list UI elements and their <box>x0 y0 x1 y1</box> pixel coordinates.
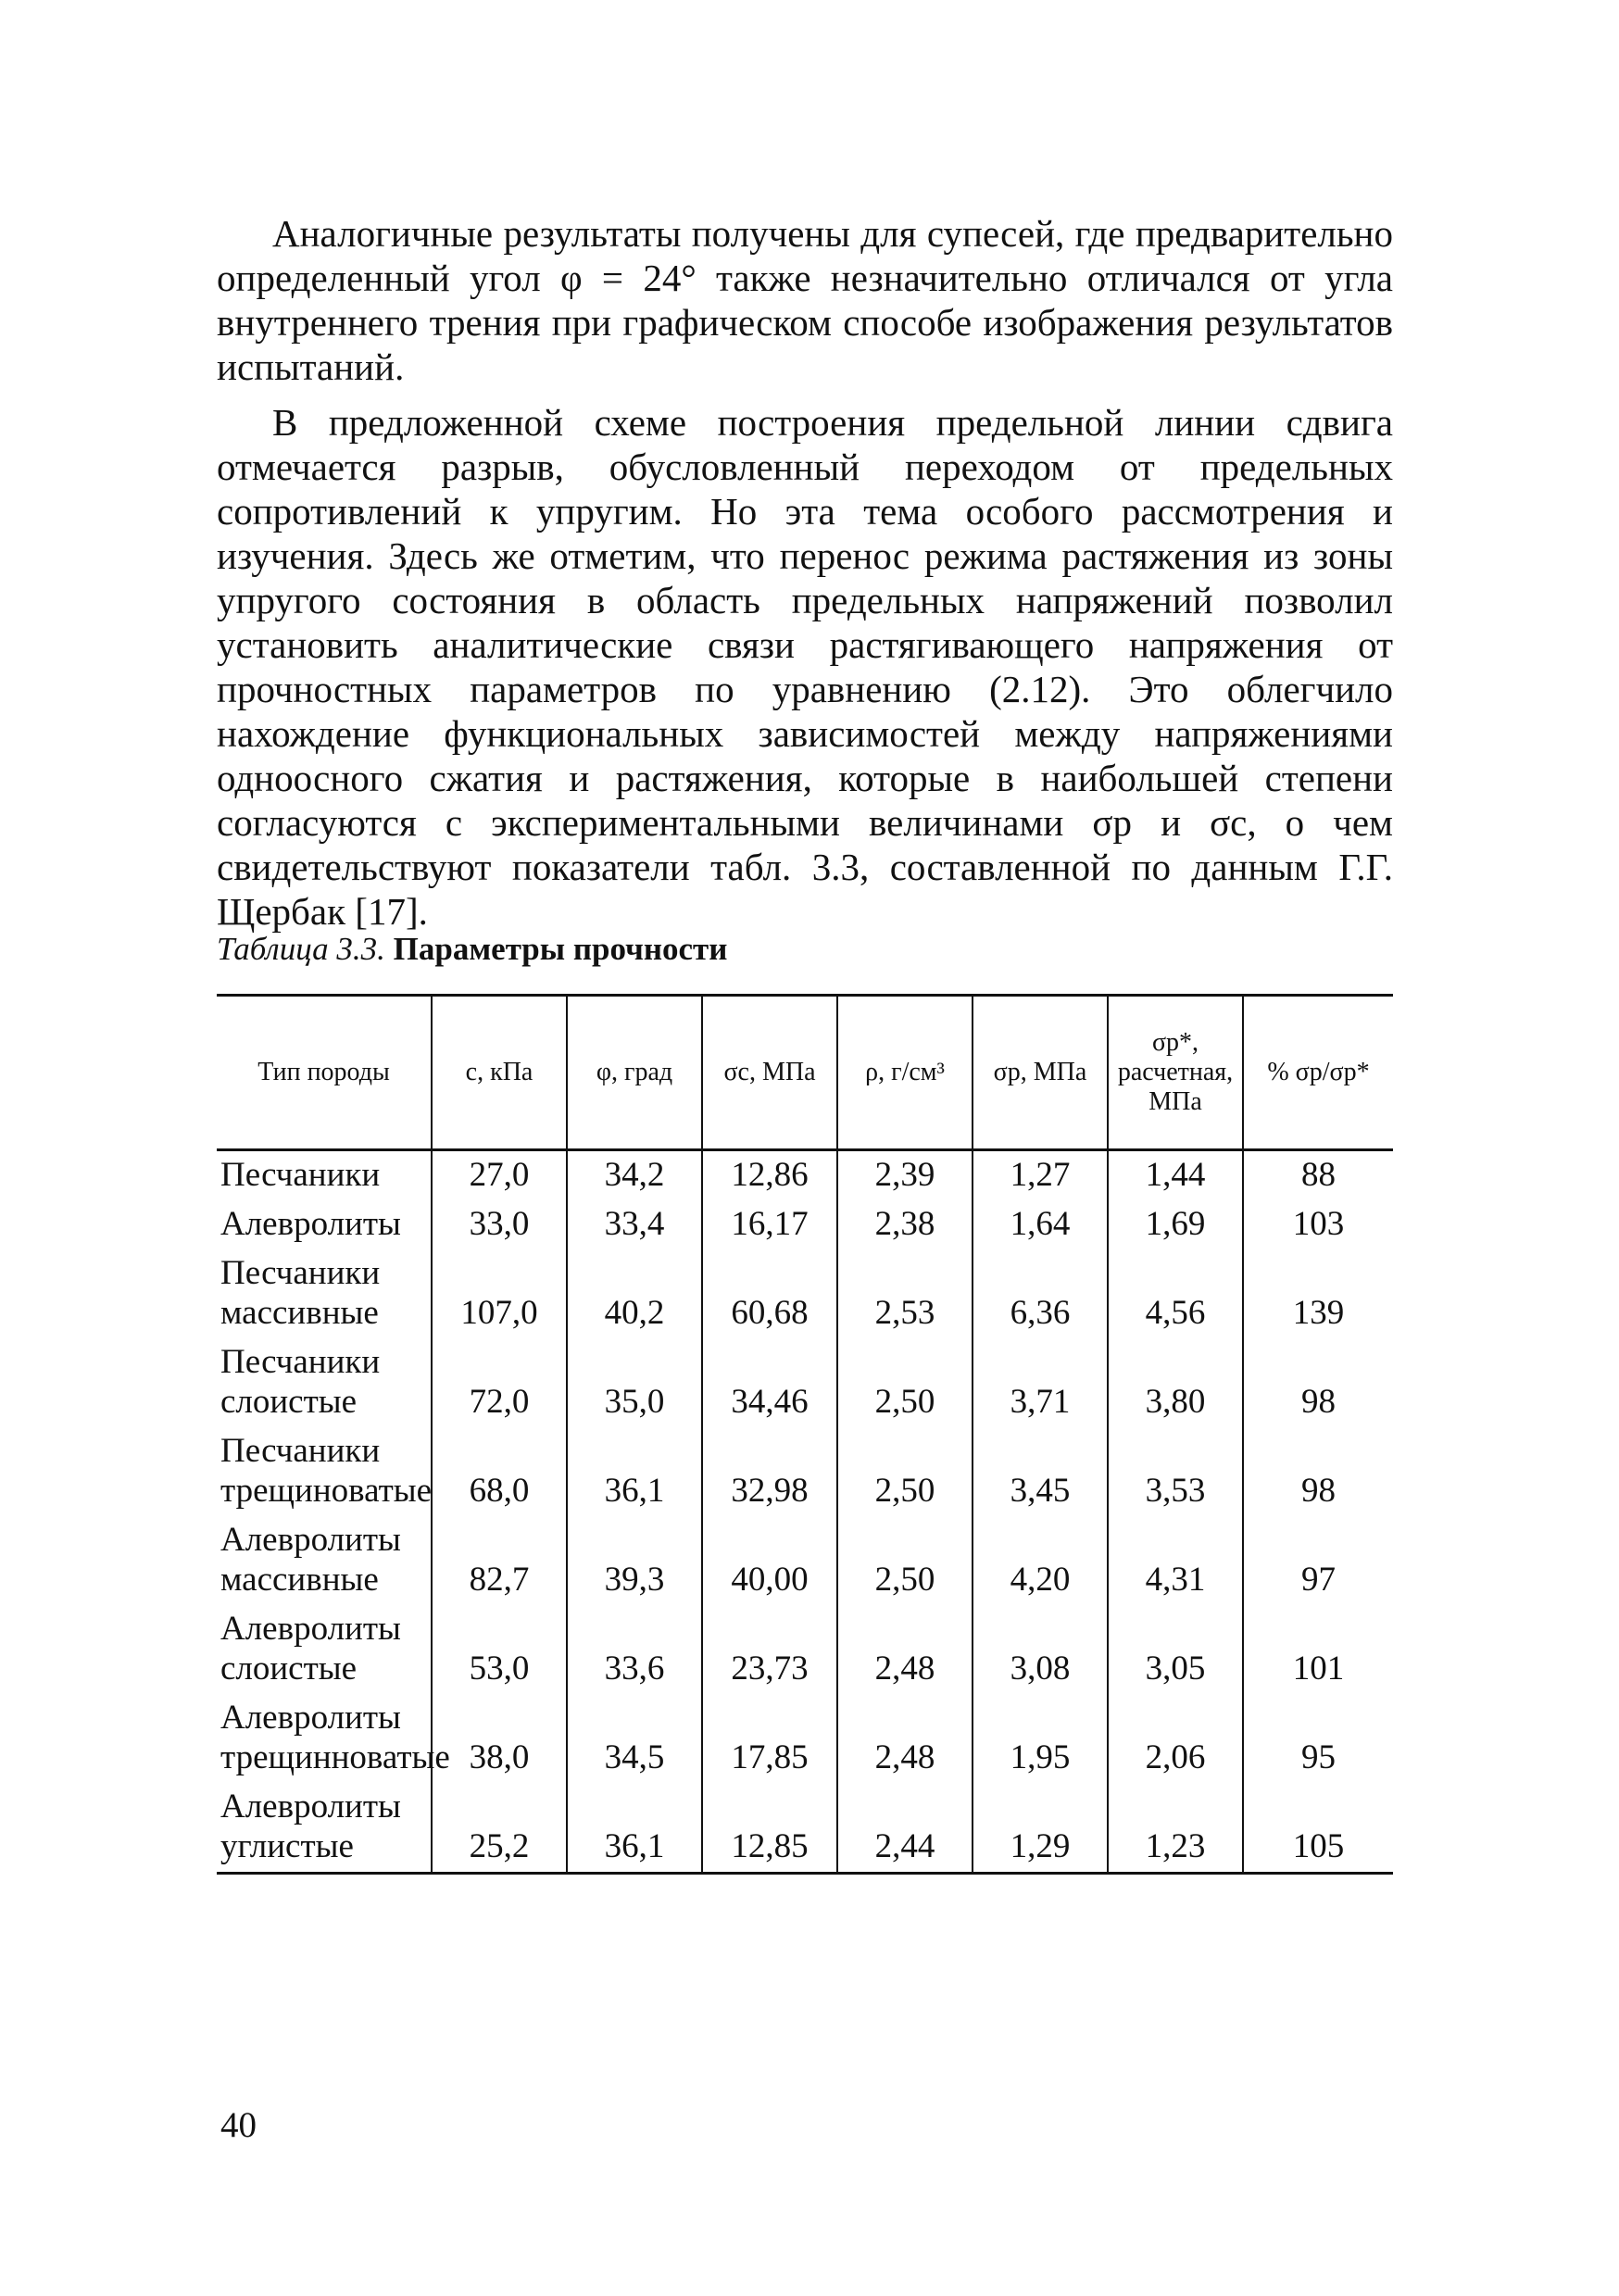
header-tensile-strength: σp, МПа <box>973 996 1108 1150</box>
value-cell: 3,05 <box>1108 1605 1243 1694</box>
rock-type-cell: Песчаники слоистые <box>217 1338 432 1427</box>
table-row <box>217 1694 1393 1783</box>
value-cell: 33,6 <box>567 1605 702 1694</box>
header-calculated-tensile: σp*, расчетная, МПа <box>1108 996 1243 1150</box>
value-cell: 6,36 <box>973 1249 1108 1338</box>
value-cell: 33,0 <box>432 1200 567 1249</box>
body-text <box>217 211 1393 945</box>
value-cell: 2,48 <box>837 1605 973 1694</box>
value-cell: 1,44 <box>1108 1150 1243 1201</box>
value-cell: 95 <box>1243 1694 1393 1783</box>
value-cell: 139 <box>1243 1249 1393 1338</box>
table-row <box>217 1783 1393 1874</box>
value-cell: 25,2 <box>432 1783 567 1874</box>
value-cell: 103 <box>1243 1200 1393 1249</box>
header-density: ρ, г/см³ <box>837 996 973 1150</box>
value-cell: 4,31 <box>1108 1516 1243 1605</box>
rock-type-cell: Алевролиты <box>217 1200 432 1249</box>
value-cell: 32,98 <box>702 1427 837 1516</box>
value-cell: 2,06 <box>1108 1694 1243 1783</box>
value-cell: 2,44 <box>837 1783 973 1874</box>
value-cell: 40,00 <box>702 1516 837 1605</box>
value-cell: 2,48 <box>837 1694 973 1783</box>
value-cell: 3,53 <box>1108 1427 1243 1516</box>
value-cell: 27,0 <box>432 1150 567 1201</box>
table-caption <box>217 931 727 968</box>
value-cell: 82,7 <box>432 1516 567 1605</box>
data-table <box>217 994 1393 1875</box>
value-cell: 2,50 <box>837 1338 973 1427</box>
value-cell: 3,45 <box>973 1427 1108 1516</box>
value-cell: 1,23 <box>1108 1783 1243 1874</box>
value-cell: 39,3 <box>567 1516 702 1605</box>
value-cell: 101 <box>1243 1605 1393 1694</box>
value-cell: 88 <box>1243 1150 1393 1201</box>
header-cohesion: c, кПа <box>432 996 567 1150</box>
paragraph-2: В предложенной схеме построения предельной линии сдвига отмечается разрыв, обусловленный переходом от предельных сопротивлений к упругим. Но эта тема особого рассмотрения и изучения. Здесь же отметим, что перенос режима растяжения из зоны упругого состояния в область предельных напряжений позволил установить аналитические связи растягивающего напряжения от прочностных параметров по уравнению (2.12). Это облегчило нахождение функциональных зависимостей между напряжениями одноосного сжатия и растяжения, которые в наибольшей степени согласуются с экспериментальными величинами σp и σc, о чем свидетельствуют показатели табл. 3.3, составленной по данным Г.Г. Щербак [17]. <box>217 401 1393 933</box>
rock-type-cell: Алевролиты слоистые <box>217 1605 432 1694</box>
value-cell: 98 <box>1243 1427 1393 1516</box>
value-cell: 68,0 <box>432 1427 567 1516</box>
header-row <box>217 996 1393 1150</box>
table-caption-title: Параметры прочности <box>393 931 728 967</box>
table-row <box>217 1516 1393 1605</box>
value-cell: 34,46 <box>702 1338 837 1427</box>
header-ratio: % σp/σp* <box>1243 996 1393 1150</box>
value-cell: 4,20 <box>973 1516 1108 1605</box>
table-row <box>217 1249 1393 1338</box>
table-row <box>217 1427 1393 1516</box>
value-cell: 4,56 <box>1108 1249 1243 1338</box>
value-cell: 1,64 <box>973 1200 1108 1249</box>
value-cell: 33,4 <box>567 1200 702 1249</box>
header-rock-type: Тип породы <box>217 996 432 1150</box>
value-cell: 3,71 <box>973 1338 1108 1427</box>
value-cell: 12,86 <box>702 1150 837 1201</box>
value-cell: 2,50 <box>837 1516 973 1605</box>
value-cell: 34,5 <box>567 1694 702 1783</box>
value-cell: 35,0 <box>567 1338 702 1427</box>
value-cell: 53,0 <box>432 1605 567 1694</box>
value-cell: 38,0 <box>432 1694 567 1783</box>
rock-type-cell: Песчаники трещиноватые <box>217 1427 432 1516</box>
page-number: 40 <box>220 2105 257 2145</box>
value-cell: 34,2 <box>567 1150 702 1201</box>
value-cell: 2,53 <box>837 1249 973 1338</box>
value-cell: 1,69 <box>1108 1200 1243 1249</box>
value-cell: 36,1 <box>567 1427 702 1516</box>
header-friction-angle: φ, град <box>567 996 702 1150</box>
value-cell: 17,85 <box>702 1694 837 1783</box>
value-cell: 3,80 <box>1108 1338 1243 1427</box>
value-cell: 16,17 <box>702 1200 837 1249</box>
value-cell: 1,95 <box>973 1694 1108 1783</box>
value-cell: 2,38 <box>837 1200 973 1249</box>
rock-type-cell: Алевролиты углистые <box>217 1783 432 1874</box>
value-cell: 107,0 <box>432 1249 567 1338</box>
value-cell: 105 <box>1243 1783 1393 1874</box>
strength-table <box>217 994 1393 1875</box>
table-row <box>217 1200 1393 1249</box>
header-compressive-strength: σc, МПа <box>702 996 837 1150</box>
value-cell: 23,73 <box>702 1605 837 1694</box>
value-cell: 98 <box>1243 1338 1393 1427</box>
value-cell: 36,1 <box>567 1783 702 1874</box>
table-row <box>217 1150 1393 1201</box>
rock-type-cell: Алевролиты массивные <box>217 1516 432 1605</box>
table-caption-label: Таблица 3.3. <box>217 931 385 967</box>
value-cell: 1,27 <box>973 1150 1108 1201</box>
value-cell: 12,85 <box>702 1783 837 1874</box>
value-cell: 2,50 <box>837 1427 973 1516</box>
rock-type-cell: Песчаники <box>217 1150 432 1201</box>
table-row <box>217 1605 1393 1694</box>
value-cell: 3,08 <box>973 1605 1108 1694</box>
value-cell: 1,29 <box>973 1783 1108 1874</box>
table-row <box>217 1338 1393 1427</box>
rock-type-cell: Алевролиты трещинноватые <box>217 1694 432 1783</box>
rock-type-cell: Песчаники массивные <box>217 1249 432 1338</box>
value-cell: 72,0 <box>432 1338 567 1427</box>
value-cell: 97 <box>1243 1516 1393 1605</box>
value-cell: 60,68 <box>702 1249 837 1338</box>
value-cell: 2,39 <box>837 1150 973 1201</box>
value-cell: 40,2 <box>567 1249 702 1338</box>
paragraph-1: Аналогичные результаты получены для супесей, где предварительно определенный угол φ = 24° также незначительно отличался от угла внутреннего трения при графическом способе изображения результатов испытаний. <box>217 212 1393 388</box>
